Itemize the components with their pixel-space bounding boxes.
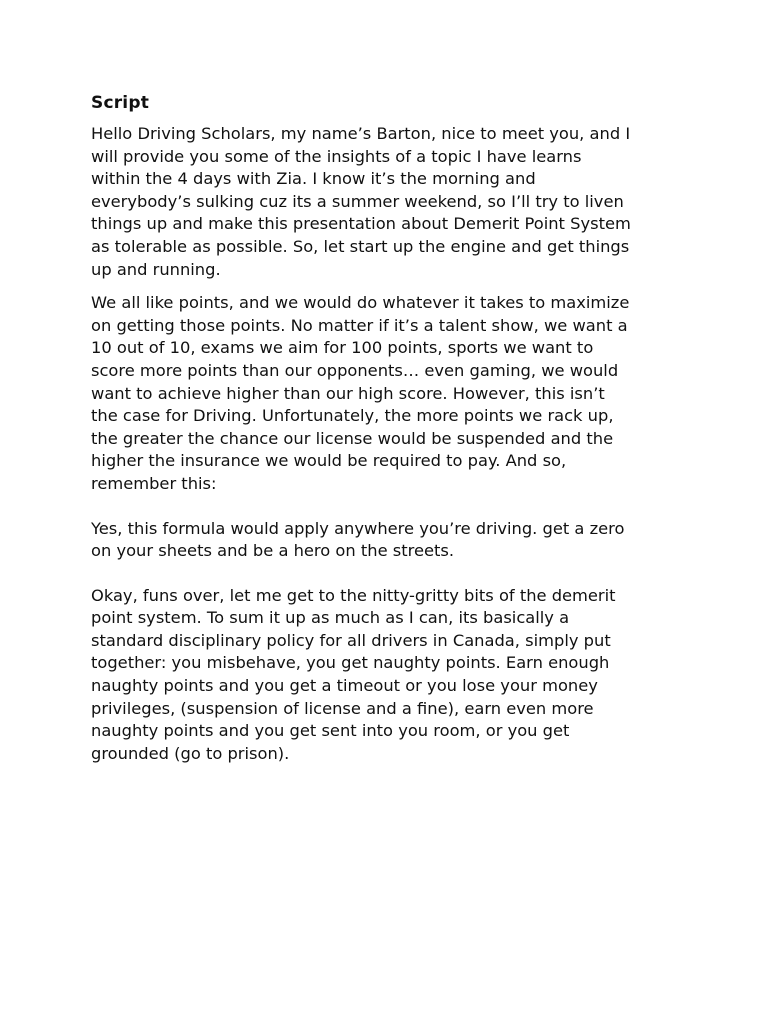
paragraph-line: remember this: xyxy=(91,473,217,493)
paragraph-line: the case for Driving. Unfortunately, the more points we rack up, xyxy=(91,406,614,426)
paragraph-line: We all like points, and we would do whatever it takes to maximize xyxy=(91,293,630,313)
paragraph-demerit-system xyxy=(91,585,680,766)
paragraph-line: naughty points and you get sent into you room, or you get xyxy=(91,721,570,741)
paragraph-line: naughty points and you get a timeout or you lose your money xyxy=(91,676,598,696)
paragraph-line: everybody’s sulking cuz its a summer weekend, so I’ll try to liven xyxy=(91,191,624,211)
paragraph-line: privileges, (suspension of license and a fine), earn even more xyxy=(91,698,594,718)
paragraph-line: things up and make this presentation about Demerit Point System xyxy=(91,214,631,234)
paragraph-line: grounded (go to prison). xyxy=(91,743,290,763)
paragraph-formula xyxy=(91,518,680,563)
paragraph-line: as tolerable as possible. So, let start up the engine and get things xyxy=(91,236,630,256)
paragraph-line: 10 out of 10, exams we aim for 100 points, sports we want to xyxy=(91,338,594,358)
paragraph-line: score more points than our opponents… even gaming, we would xyxy=(91,360,619,380)
paragraph-line: want to achieve higher than our high score. However, this isn’t xyxy=(91,383,605,403)
paragraph-points xyxy=(91,292,680,495)
paragraph-line: Hello Driving Scholars, my name’s Barton, nice to meet you, and I xyxy=(91,124,631,143)
paragraph-line: point system. To sum it up as much as I can, its basically a xyxy=(91,608,570,628)
paragraph-line: Yes, this formula would apply anywhere you’re driving. get a zero xyxy=(91,518,625,538)
paragraph-line: higher the insurance we would be required to pay. And so, xyxy=(91,451,567,471)
paragraph-line: Okay, funs over, let me get to the nitty-gritty bits of the demerit xyxy=(91,585,616,605)
paragraph-line: will provide you some of the insights of a topic I have learns xyxy=(91,146,582,166)
paragraph-line: on getting those points. No matter if it’s a talent show, we want a xyxy=(91,315,628,335)
paragraph-line: on your sheets and be a hero on the streets. xyxy=(91,541,455,561)
document-heading: Script xyxy=(91,93,150,113)
paragraph-intro xyxy=(91,123,680,281)
paragraph-line: within the 4 days with Zia. I know it’s the morning and xyxy=(91,169,536,189)
paragraph-line: standard disciplinary policy for all drivers in Canada, simply put xyxy=(91,630,611,650)
paragraph-line: the greater the chance our license would be suspended and the xyxy=(91,428,614,448)
paragraph-line: up and running. xyxy=(91,259,221,279)
paragraph-line: together: you misbehave, you get naughty points. Earn enough xyxy=(91,653,610,673)
